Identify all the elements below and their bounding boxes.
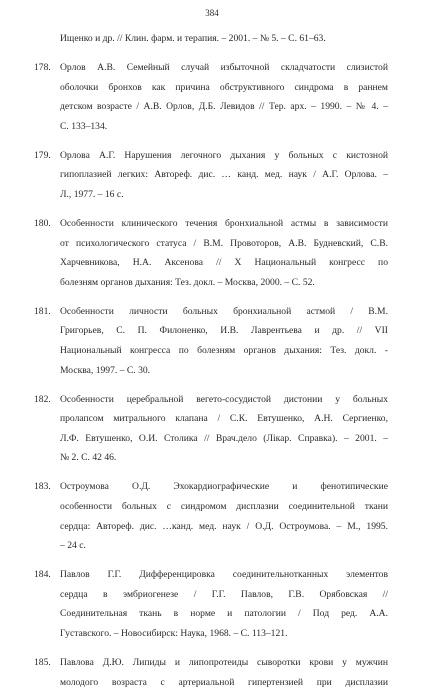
reference-text-line: сердца: Автореф. дис. …канд. мед. наук / О.Д. Остроумова. – М., 1995. bbox=[60, 520, 388, 532]
reference-number: 184. bbox=[34, 569, 51, 581]
reference-text-line: молодого возраста с артериальной гипертензией при дисплазии bbox=[60, 676, 388, 688]
reference-text-line: С. 133–134. bbox=[60, 120, 108, 132]
reference-text-line: Особенности церебральной вегето-сосудистой дистонии у больных bbox=[60, 393, 388, 405]
reference-number: 180. bbox=[34, 218, 51, 229]
reference-number: 182. bbox=[34, 393, 51, 405]
reference-text-line: Национальный конгресса по болезням органов дыхания: Тез. докл. - bbox=[60, 345, 388, 356]
reference-continuation-line: Ищенко и др. // Клин. фарм. и терапия. – 2001. – № 5. – С. 61–63. bbox=[60, 33, 326, 44]
reference-text-line: оболочки бронхов как причина обструктивного синдрома в раннем bbox=[60, 81, 388, 93]
reference-number: 179. bbox=[34, 149, 51, 161]
reference-number: 181. bbox=[34, 305, 51, 317]
reference-text-line: пролапсом митрального клапана / С.К. Евтушенко, А.Н. Сергиенко, bbox=[60, 413, 388, 425]
reference-text-line: от психологического статуса / В.М. Провоторов, А.В. Будневский, С.В. bbox=[60, 237, 388, 249]
reference-text-line: Павлов Г.Г. Дифференцировка соединительнотканных элементов bbox=[60, 569, 388, 581]
reference-number: 178. bbox=[34, 62, 51, 73]
reference-text-line: Москва, 1997. – С. 30. bbox=[60, 364, 151, 376]
page-number: 384 bbox=[205, 8, 219, 18]
reference-text-line: Л.Ф. Евтушенко, О.И. Столика // Врач.дело (Лікар. Справка). – 2001. – bbox=[60, 432, 388, 444]
reference-text-line: Орлова А.Г. Нарушения легочного дыхания у больных с кистозной bbox=[60, 149, 388, 161]
reference-text-line: Особенности клинического течения бронхиальной астмы в зависимости bbox=[60, 218, 388, 229]
reference-text-line: Остроумова О.Д. Эхокардиографические и фенотипические bbox=[60, 481, 388, 493]
reference-text-line: Соединительная ткань в норме и патологии / Под ред. А.А. bbox=[60, 608, 388, 620]
reference-text-line: Григорьев, С. П. Филоненко, И.В. Лаврентьева и др. // VII bbox=[60, 325, 388, 337]
reference-text-line: особенности больных с синдромом дисплазии соединительной ткани bbox=[60, 501, 388, 512]
reference-text-line: Особенности личности больных бронхиальной астмой / В.М. bbox=[60, 305, 388, 317]
reference-number: 185. bbox=[34, 657, 51, 668]
reference-text-line: болезням органов дыхания: Тез. докл. – Москва, 2000. – С. 52. bbox=[60, 276, 315, 288]
reference-text-line: Павлова Д.Ю. Липиды и липопротеиды сыворотки крови у мужчин bbox=[60, 657, 388, 668]
reference-text-line: Орлов А.В. Семейный случай избыточной складчатости слизистой bbox=[60, 62, 388, 73]
reference-text-line: Харчевникова, Н.А. Аксенова // X Национальный конгресс по bbox=[60, 257, 388, 269]
reference-text-line: детском возрасте / А.В. Орлов, Д.Б. Левидов // Тер. арх. – 1990. – № 4. – bbox=[60, 101, 388, 113]
reference-text-line: № 2. С. 42 46. bbox=[60, 452, 117, 464]
reference-text-line: сердца в эмбриогенезе / Г.Г. Павлов, Г.В. Орябовская // bbox=[60, 588, 388, 600]
reference-number: 183. bbox=[34, 481, 51, 493]
reference-text-line: Густавского. – Новосибирск: Наука, 1968. – С. 113–121. bbox=[60, 628, 288, 639]
reference-text-line: Л., 1977. – 16 с. bbox=[60, 189, 124, 200]
reference-text-line: – 24 с. bbox=[60, 540, 86, 552]
reference-text-line: гипоплазией легких: Автореф. дис. … канд. мед. наук / А.Г. Орлова. – bbox=[60, 169, 388, 181]
